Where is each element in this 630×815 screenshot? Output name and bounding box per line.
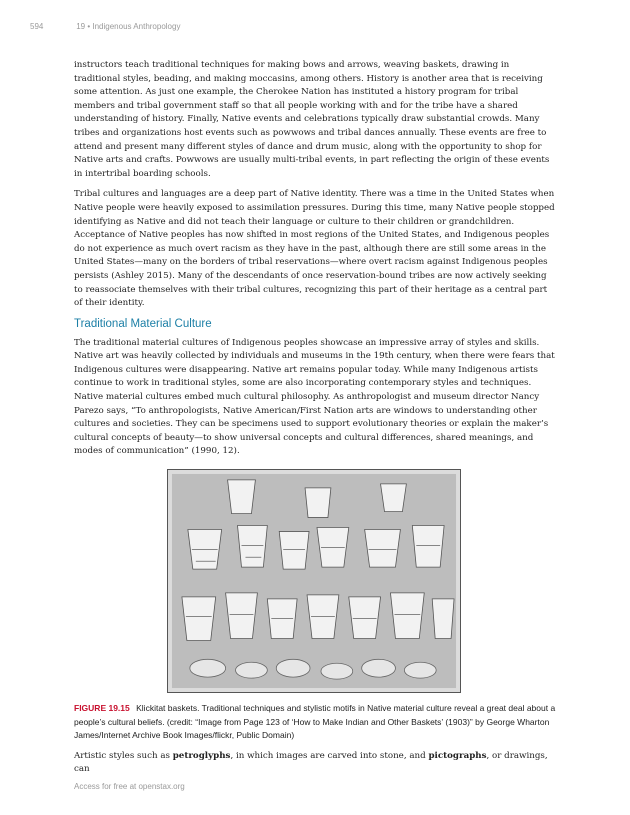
figure-caption — [74, 702, 556, 743]
chapter-title: 19 • Indigenous Anthropology — [76, 22, 181, 31]
paragraph-native-identity: Tribal cultures and languages are a deep part of Native identity. There was a time in the United States when Native people were heavily exposed to assimilation pressures. During this time, many Native people stopped identifying as Native and did not teach their language or culture to their children or grandchildren. Acceptance of Native peoples has now shifted in most regions of the United States, and Indigenous peoples do not experience as much overt racism as they have in the past, although there are still some areas in the United States—many on the borders of tribal reservations—where overt racism against Indigenous peoples persists (Ashley 2015). Many of the descendants of once reservation-bound tribes are now actively seeking to reassociate themselves with their tribal cultures, recognizing this part of their heritage as a central part of their identity. — [74, 189, 555, 309]
paragraph-community-programs: instructors teach traditional techniques for making bows and arrows, weaving baskets, drawing in traditional styles, beading, and making moccasins, among others. History is another area that is receiving some attention. As just one example, the Cherokee Nation has instituted a history program for tribal members and tribal government staff so that all people working with and for the tribe have a shared understanding of history. Finally, Native events and celebrations typically draw substantial crowds. Many tribes and organizations host events such as powwows and tribal dances annually. These events are free to attend and present many different styles of dance and drum music, along with the opportunity to shop for Native arts and crafts. Powwows are usually multi-tribal events, in part reflecting the origin of these events in intertribal boarding schools. — [74, 60, 550, 179]
figure-label: FIGURE 19.15 — [74, 703, 130, 714]
paragraph-artistic-styles-part2: , in which images are carved into stone, and — [230, 750, 429, 761]
figure-caption-text: Klickitat baskets. Traditional techniques and stylistic motifs in Native material culture reveal a great deal about a people’s cultural beliefs. (credit: “Image from Page 123 of ‘How to Make Indian and Other Baskets’ (1903)” by George Wharton James/Internet Archive Book Images/flickr, Public Domain) — [74, 703, 556, 741]
footer-link[interactable]: Access for free at openstax.org — [74, 782, 185, 791]
section-heading: Traditional Material Culture — [74, 317, 212, 330]
paragraph-artistic-styles — [74, 750, 556, 777]
paragraph-material-culture: The traditional material cultures of Indigenous peoples showcase an impressive array of styles and skills. Native art was heavily collected by individuals and museums in the 19th century, when there were fears that Indigenous cultures were disappearing. Native art remains popular today. While many Indigenous artists continue to work in traditional styles, some are also incorporating contemporary styles and techniques. Native material cultures embed much cultural philosophy. As anthropologist and museum director Nancy Parezo says, “To anthropologists, Native American/First Nation arts are windows to understanding other cultures and societies. They can be specimens used to support evolutionary theories or explain the maker’s cultural concepts of beauty—to show universal concepts and cultural differences, shared meanings, and modes of communication” (1990, 12). — [74, 337, 555, 457]
paragraph-artistic-styles-part1: Artistic styles such as — [74, 750, 173, 761]
page-content — [74, 59, 556, 784]
paragraph-artistic-styles-part3: , or drawings, can — [74, 750, 548, 775]
term-pictographs[interactable]: pictographs — [428, 750, 487, 761]
running-head — [30, 22, 600, 31]
page-number: 594 — [30, 22, 44, 31]
figure-image-baskets — [167, 469, 461, 693]
term-petroglyphs[interactable]: petroglyphs — [172, 750, 231, 761]
